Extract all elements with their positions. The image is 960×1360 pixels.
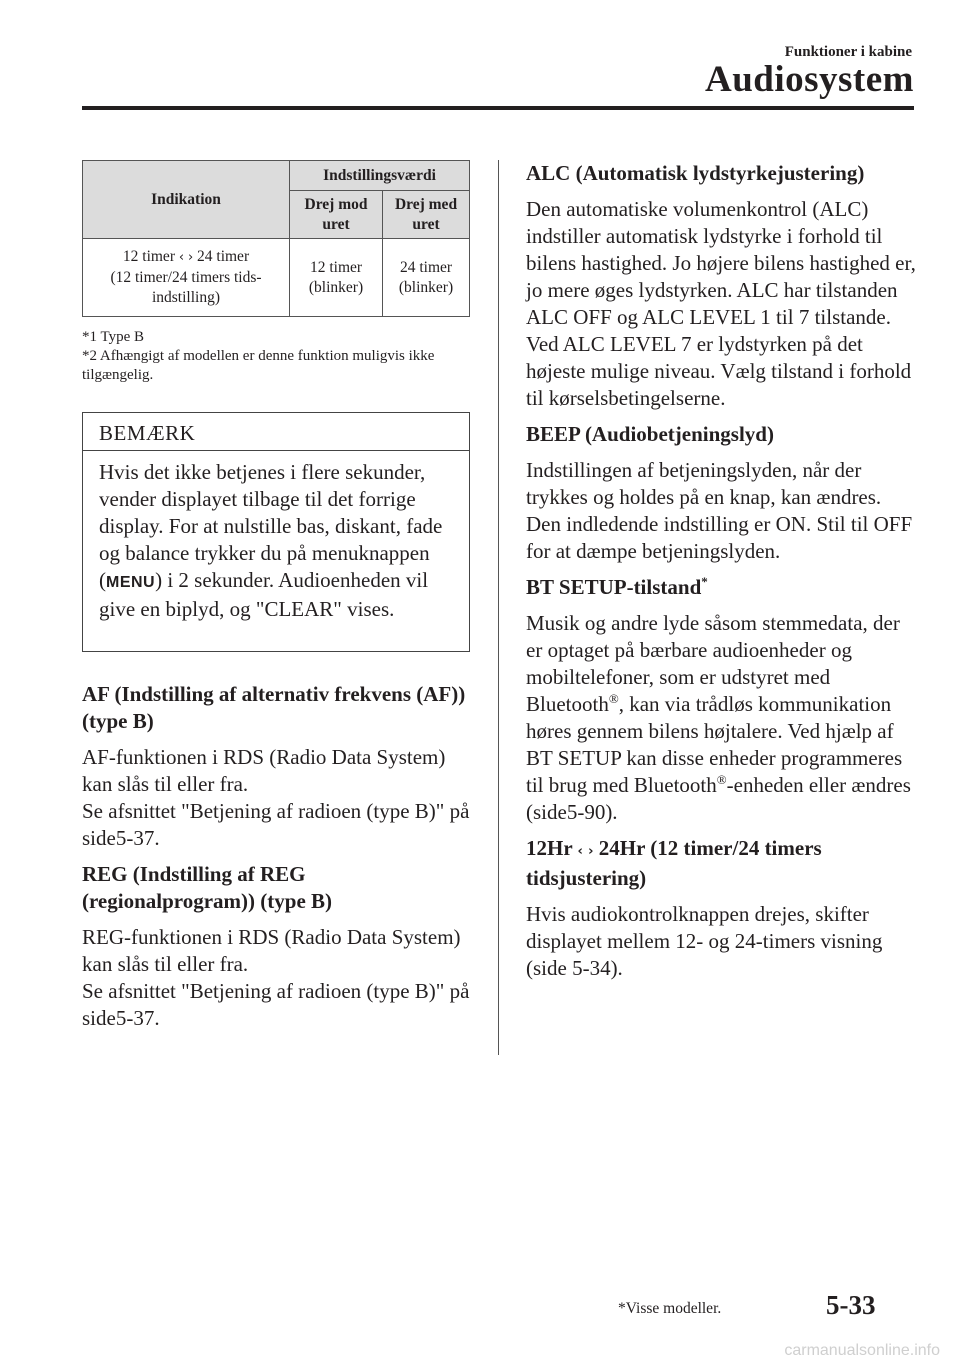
right-column [526,160,918,991]
note-box-title: BEMÆRK [83,413,469,451]
clock-heading: 12Hr ‹ › 24Hr (12 timer/24 timers tidsjustering) [526,836,822,890]
table-header-turn-ccw: Drej mod uret [290,191,383,239]
af-heading: AF (Indstilling af alternativ frekvens (AF)) (type B) [82,682,466,733]
bt-setup-heading: BT SETUP-tilstand* [526,574,708,599]
watermark: carmanualsonline.info [784,1342,940,1359]
page-number: 5-33 [826,1290,876,1320]
table-header-setting-value: Indstillingsværdi [290,161,470,191]
footnotes [82,328,474,385]
note-box-text: Hvis det ikke betjenes i flere sekunder, vender displayet tilbage til det forrige display. For at nulstille bas, diskant, fade og balance trykker du på menuknappen (MENU) i 2 sekunder. Audioenheden vil give en biplyd, og "CLEAR" vises. [99,460,443,621]
column-divider [498,160,499,1055]
clock-paragraph: Hvis audiokontrolknappen drejes, skifter displayet mellem 12- og 24-timers visning (side 5-34). [526,902,883,980]
reg-heading: REG (Indstilling af REG (regionalprogram)) (type B) [82,862,333,913]
footnote-1: *1 Type B [82,329,145,345]
table-cell-indication: 12 timer ‹ › 24 timer (12 timer/24 timers tids- indstilling) [83,239,290,317]
chevron-left-icon: ‹ [577,844,583,859]
beep-heading: BEEP (Audiobetjeningslyd) [526,422,774,446]
section-label: Funktioner i kabine [784,44,912,60]
registered-mark: ® [716,772,727,787]
beep-paragraph: Indstillingen af betjeningslyden, når der trykkes og holdes på en knap, kan ændres. Den indledende indstilling er ON. Stil til OFF for at dæmpe betjeningslyden. [526,458,913,563]
left-column [82,681,474,1041]
settings-table [82,160,470,317]
chevron-right-icon: › [187,250,194,265]
af-paragraph: AF-funktionen i RDS (Radio Data System) kan slås til eller fra. Se afsnittet "Betjening af radioen (type B)" på side5-37. [82,745,470,850]
table-cell-ccw: 12 timer (blinker) [290,239,383,317]
footnote-2: *2 Afhængigt af modellen er denne funktion muligvis ikke tilgængelig. [82,348,435,383]
alc-paragraph: Den automatiske volumenkontrol (ALC) indstiller automatisk lydstyrke i forhold til bilens hastighed. Jo højere bilens hastighed er, jo mere øges lydstyrken. ALC har tilstanden ALC OFF og ALC LEVEL 1 til 7 tilstande. Ved ALC LEVEL 7 er lydstyrken på det højeste mulige niveau. Vælg tilstand i forhold til kørselsbetingelserne. [526,197,916,410]
footnote-marker: * [701,574,708,589]
chapter-title: Audiosystem [704,59,914,100]
table-header-turn-cw: Drej med uret [383,191,470,239]
table-row [83,239,470,317]
alc-heading: ALC (Automatisk lydstyrkejustering) [526,161,865,185]
menu-button-icon: MENU [106,574,156,591]
table-header-indication: Indikation [83,161,290,239]
reg-paragraph: REG-funktionen i RDS (Radio Data System) kan slås til eller fra. Se afsnittet "Betjening af radioen (type B)" på side5-37. [82,925,470,1030]
registered-mark: ® [608,691,619,706]
footer-models-note: *Visse modeller. [618,1300,722,1317]
bt-setup-paragraph: Musik og andre lyde såsom stemmedata, der er optaget på bærbare audioenheder og mobiltelefoner, som er udstyret med Bluetooth®, kan via trådløs kommunikation høres gennem bilens højtalere. Ved hjælp af BT SETUP kan disse enheder programmeres til brug med Bluetooth®-enheden eller ændres (side5-90). [526,611,911,824]
chevron-left-icon: ‹ [178,250,185,265]
header-rule [82,106,914,110]
chevron-right-icon: › [588,844,594,859]
table-cell-cw: 24 timer (blinker) [383,239,470,317]
note-box [82,412,470,652]
